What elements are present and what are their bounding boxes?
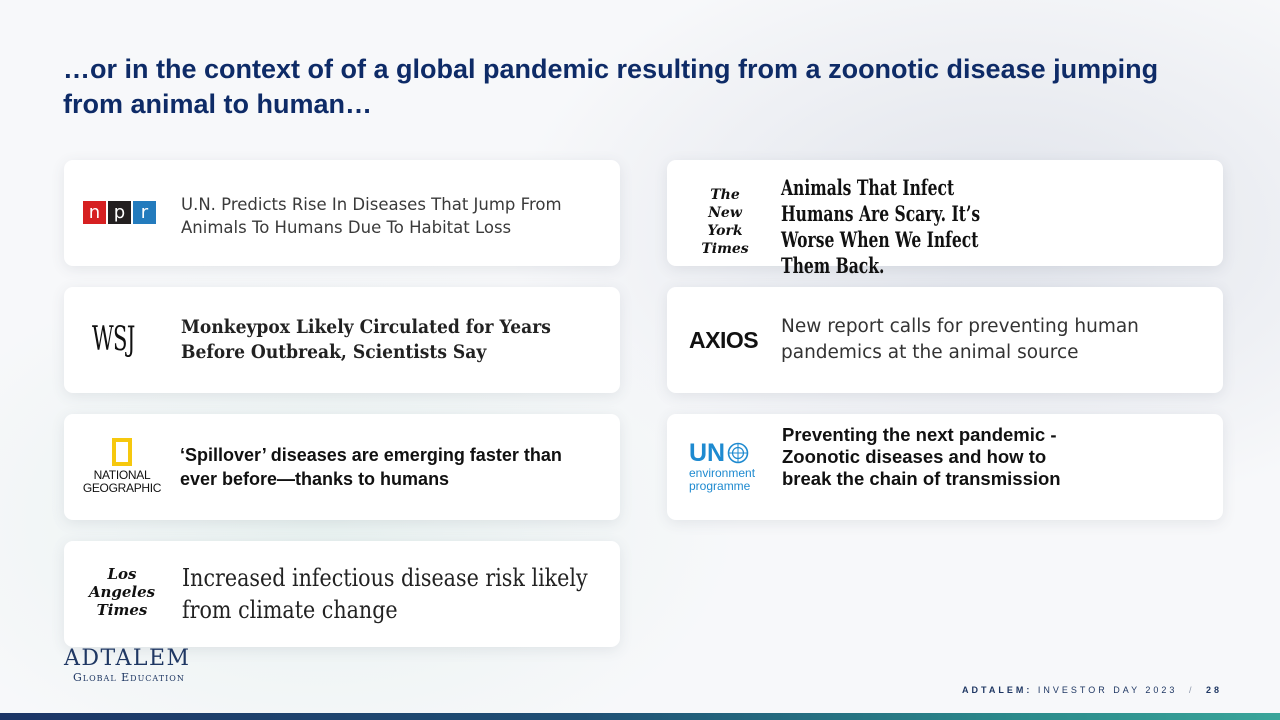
latimes-headline: Increased infectious disease risk likely from climate change — [182, 564, 588, 624]
wsj-headline: Monkeypox Likely Circulated for Years Before Outbreak, Scientists Say — [181, 316, 551, 363]
wsj-logo: WSJ — [92, 319, 135, 359]
slide-title: …or in the context of of a global pandemic resulting from a zoonotic disease jumping from animal to human… — [63, 54, 1159, 119]
npr-logo — [83, 201, 156, 224]
news-card-npr — [64, 160, 620, 266]
latimes-logo-line2: Angeles — [88, 583, 156, 601]
axios-logo: AXIOS — [689, 327, 759, 353]
brand-subtitle: Global Education — [73, 671, 185, 684]
news-card-natgeo — [64, 414, 620, 520]
news-card-unep — [667, 414, 1223, 520]
footer-company: ADTALEM: — [962, 685, 1033, 695]
nyt-logo — [689, 186, 761, 258]
un-emblem-icon — [727, 442, 749, 464]
natgeo-headline: ‘Spillover’ diseases are emerging faster than ever before—thanks to humans — [180, 445, 562, 489]
bottom-accent-bar — [0, 713, 1280, 720]
news-card-wsj — [64, 287, 620, 393]
nyt-logo-line3: Times — [701, 241, 749, 257]
unep-headline: Preventing the next pandemic - Zoonotic diseases and how to break the chain of transmission — [782, 424, 1061, 489]
latimes-logo-line3: Times — [96, 601, 148, 619]
unep-logo-line2: programme — [689, 479, 751, 493]
npr-logo-p: p — [108, 201, 131, 224]
news-card-nyt — [667, 160, 1223, 278]
footer-label — [962, 685, 1222, 695]
footer-separator: / — [1188, 685, 1195, 695]
natgeo-logo-line2: GEOGRAPHIC — [82, 481, 162, 495]
news-card-latimes — [64, 541, 620, 647]
nyt-headline: Animals That Infect Humans Are Scary. It’s Worse When We Infect Them Back. — [781, 175, 981, 278]
news-card-axios — [667, 287, 1223, 393]
natgeo-logo — [81, 438, 163, 495]
axios-headline: New report calls for preventing human pandemics at the animal source — [781, 316, 1139, 363]
npr-headline: U.N. Predicts Rise In Diseases That Jump From Animals To Humans Due To Habitat Loss — [181, 195, 562, 237]
footer-event: INVESTOR DAY 2023 — [1037, 685, 1178, 695]
latimes-logo — [84, 565, 160, 619]
npr-logo-n: n — [83, 201, 106, 224]
unep-logo-line1: environment — [689, 466, 756, 480]
nyt-logo-line2: New York — [707, 205, 743, 239]
unep-logo-main: UN — [689, 439, 726, 467]
unep-logo — [689, 440, 765, 492]
nyt-logo-line1: The — [710, 187, 740, 203]
latimes-logo-line1: Los — [107, 565, 137, 583]
natgeo-logo-line1: NATIONAL — [93, 468, 151, 482]
natgeo-yellow-frame-icon — [112, 438, 132, 466]
adtalem-brand-logo — [64, 646, 191, 684]
npr-logo-r: r — [133, 201, 156, 224]
brand-name: ADTALEM — [64, 646, 191, 671]
page-number: 28 — [1205, 685, 1222, 695]
